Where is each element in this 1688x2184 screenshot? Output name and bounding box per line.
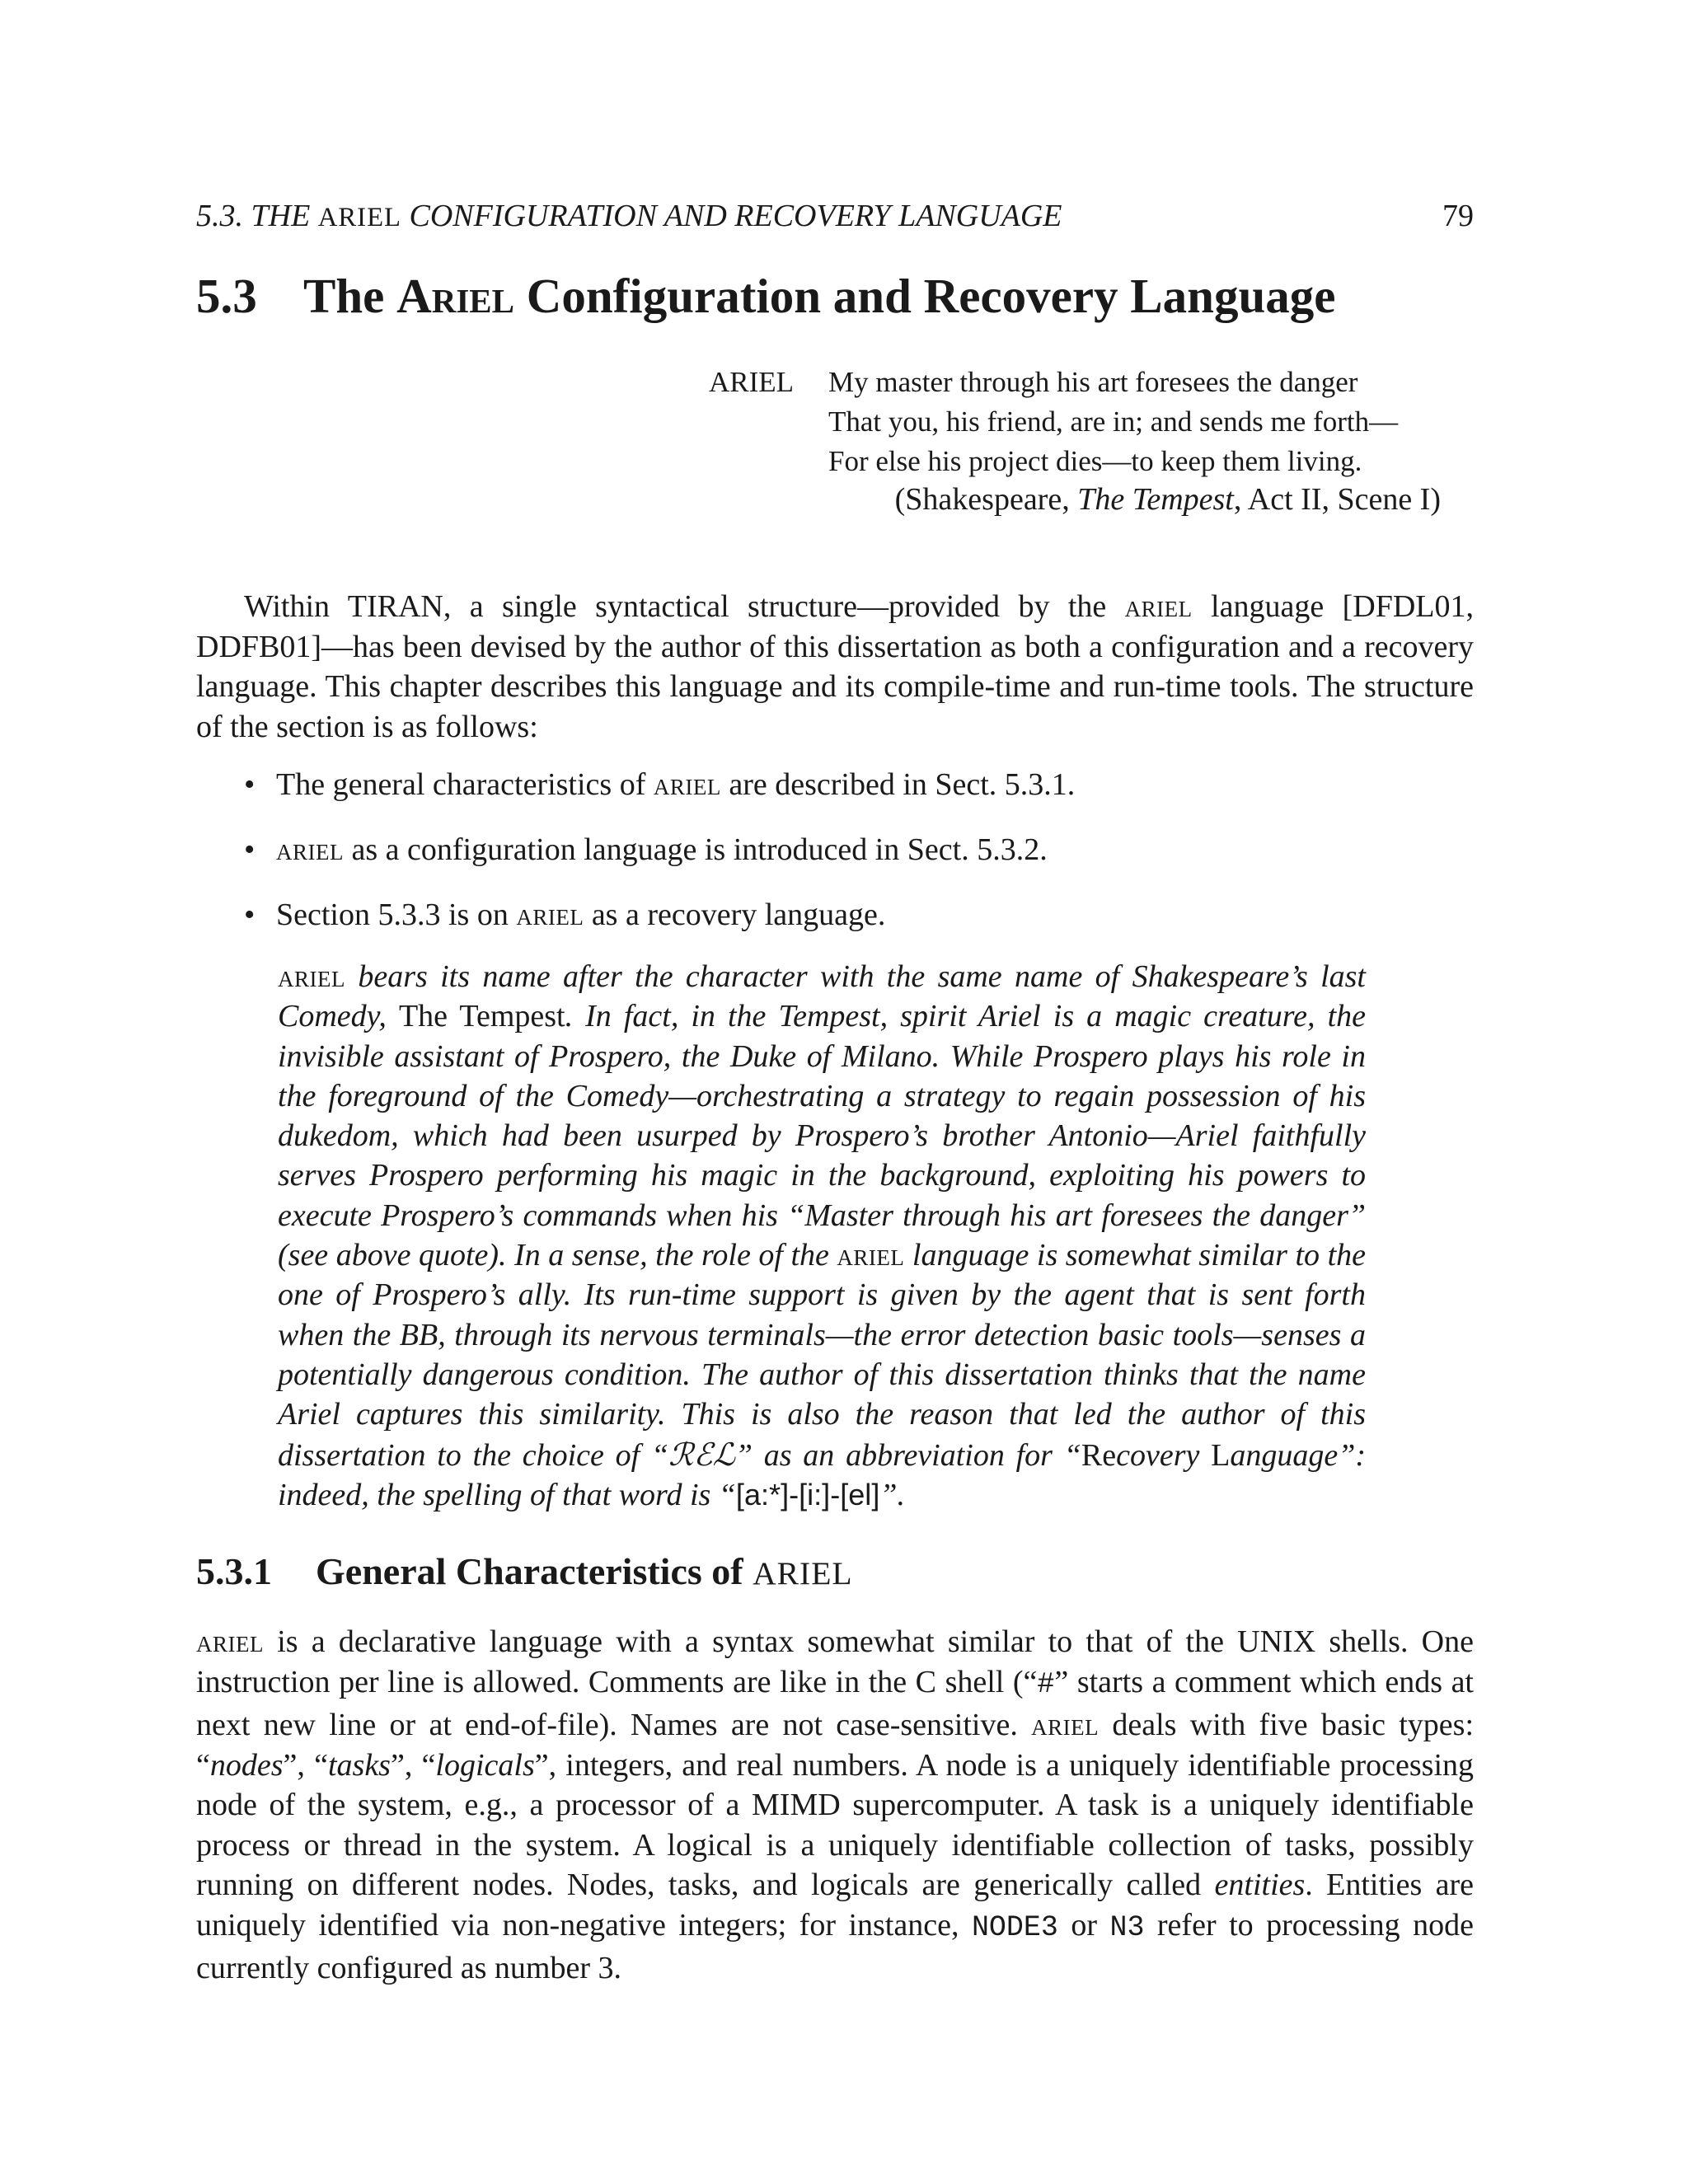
epigraph-line-1: My master through his art foresees the danger [828, 366, 1358, 398]
term-entities: entities [1214, 1868, 1306, 1902]
characteristics-paragraph [196, 1622, 1474, 1989]
ariel-name-note [278, 957, 1366, 1515]
epigraph-lines [828, 363, 1398, 481]
note-ariel: ariel [278, 959, 345, 994]
body-text: ”, “ [283, 1747, 328, 1783]
list-item [196, 830, 1474, 895]
list-item-text: are described in Sect. 5.3.1. [720, 767, 1076, 802]
intro-text-2: language [DFDL01, DDFB01]—has been devised by the author of this dissertation as both a configuration and a recovery language. This chapter describes this language and its compile-time and run-time tools. The structure of the section is as follows: [196, 589, 1474, 744]
list-item-ariel: ariel [276, 832, 344, 867]
note-text: . In fact, in the Tempest, spirit Ariel is a magic creature, the invisible assistant of Prospero, the Duke of Milano. While Prospero plays his role in the foreground of the Comedy—orchestrating a strategy to regain possession of his dukedom, which had been usurped by Prospero’s brother Antonio—Ariel faithfully serves Prospero performing his magic in the background, exploiting his powers to execute Prospero’s commands when his “Master through his art foresees the danger” (see above quote). In a sense, the role of the [278, 999, 1366, 1273]
header-ariel: ARIEL [317, 203, 401, 232]
list-item-text: as a configuration language is introduced in Sect. 5.3.2. [343, 832, 1048, 867]
list-item-text: The general characteristics of [276, 767, 654, 802]
body-text: . Entities are uniquely identified via non-negative integers; for instance, [196, 1868, 1475, 1943]
epigraph-citation [895, 480, 1441, 519]
term-nodes: nodes [209, 1747, 284, 1783]
hash-symbol: # [1037, 1668, 1055, 1701]
section-outline-list [196, 765, 1474, 960]
rel-symbol: ℛℰℒ [668, 1436, 735, 1473]
body-text: deals with five basic types: “ [196, 1708, 1475, 1783]
header-suffix: CONFIGURATION AND RECOVERY LANGUAGE [401, 199, 1062, 233]
note-text: ”. [879, 1477, 905, 1512]
code-n3: N3 [1109, 1911, 1145, 1944]
list-item-ariel: ariel [653, 767, 721, 802]
subsection-number: 5.3.1 [196, 1550, 272, 1592]
list-item [196, 895, 1474, 960]
epigraph-speaker: ARIEL [709, 366, 795, 398]
section-title-a: The [303, 269, 397, 323]
section-title-ariel: Ariel [396, 269, 514, 323]
page-number: 79 [1442, 199, 1474, 233]
section-title-b: Configuration and Recovery Language [513, 269, 1336, 323]
subsection-title-text: General Characteristics of [316, 1550, 753, 1592]
header-prefix: 5.3. THE [196, 199, 318, 233]
list-item [196, 765, 1474, 830]
bullet-icon: • [244, 898, 256, 932]
note-re: Re [1081, 1437, 1117, 1473]
body-text: ” starts a comment which ends at next new line or at end-of-file). Names are not case-sensitive. [196, 1664, 1474, 1742]
intro-paragraph [196, 587, 1474, 747]
intro-text-1: Within TIRAN, a single syntactical structure—provided by the [244, 589, 1125, 624]
running-header [196, 198, 1474, 234]
ipa-spelling: [a:*]-[i:]-[el] [735, 1477, 880, 1511]
body-text: or [1057, 1907, 1110, 1943]
body-ariel: ariel [196, 1624, 264, 1659]
subsection-title-ariel: ARIEL [753, 1555, 853, 1591]
note-text: ” as an abbreviation for “ [734, 1437, 1081, 1473]
subsection-title [196, 1549, 853, 1593]
bullet-icon: • [244, 767, 256, 802]
section-title [196, 269, 1482, 323]
list-item-text: Section 5.3.3 is on [276, 898, 517, 932]
note-text: anguage”: indeed, the spelling of that word is “ [278, 1437, 1366, 1512]
body-text: refer to processing node currently configured as number 3. [196, 1907, 1474, 1985]
cite-b: , Act II, Scene I) [1233, 482, 1441, 517]
note-l: L [1211, 1437, 1231, 1473]
bullet-icon: • [244, 832, 256, 867]
list-item-ariel: ariel [516, 898, 584, 932]
body-text: ”, “ [390, 1747, 436, 1783]
note-ariel: ariel [837, 1238, 905, 1273]
body-text: ”, integers, and real numbers. A node is a uniquely identifiable processing node of the system, e.g., a processor of a MIMD supercomputer. A task is a uniquely identifiable process or thread in the system. A logical is a uniquely identifiable collection of tasks, possibly running on different nodes. Nodes, tasks, and logicals are generically called [196, 1747, 1475, 1902]
epigraph-line-2: That you, his friend, are in; and sends me forth— [828, 405, 1399, 438]
intro-ariel: ariel [1124, 589, 1193, 624]
section-number: 5.3 [196, 269, 257, 323]
note-text: covery [1116, 1437, 1212, 1473]
cite-a: (Shakespeare, [894, 482, 1078, 517]
list-item-text: as a recovery language. [584, 898, 886, 932]
cite-title: The Tempest [1077, 482, 1234, 517]
body-text: is a declarative language with a syntax somewhat similar to that of the UNIX shells. One instruction per line is allowed. Comments are like in the C shell (“ [196, 1624, 1474, 1699]
term-logicals: logicals [435, 1747, 535, 1783]
code-node3: NODE3 [971, 1911, 1058, 1944]
term-tasks: tasks [327, 1747, 391, 1783]
note-tempest: The Tempest [398, 999, 565, 1034]
note-text: language is somewhat similar to the one of Prospero’s ally. Its run-time support is given by the agent that is sent forth when the BB, through its nervous terminals—the error detection basic tools—senses a potentially dangerous condition. The author of this dissertation thinks that the name Ariel captures this similarity. This is also the reason that led the author of this dissertation to the choice of “ [278, 1238, 1367, 1473]
epigraph-line-3: For else his project dies—to keep them living. [828, 445, 1362, 477]
note-text: bears its name after the character with the same name of Shakespeare’s last Comedy, [278, 959, 1366, 1034]
body-ariel: ariel [1031, 1708, 1100, 1742]
